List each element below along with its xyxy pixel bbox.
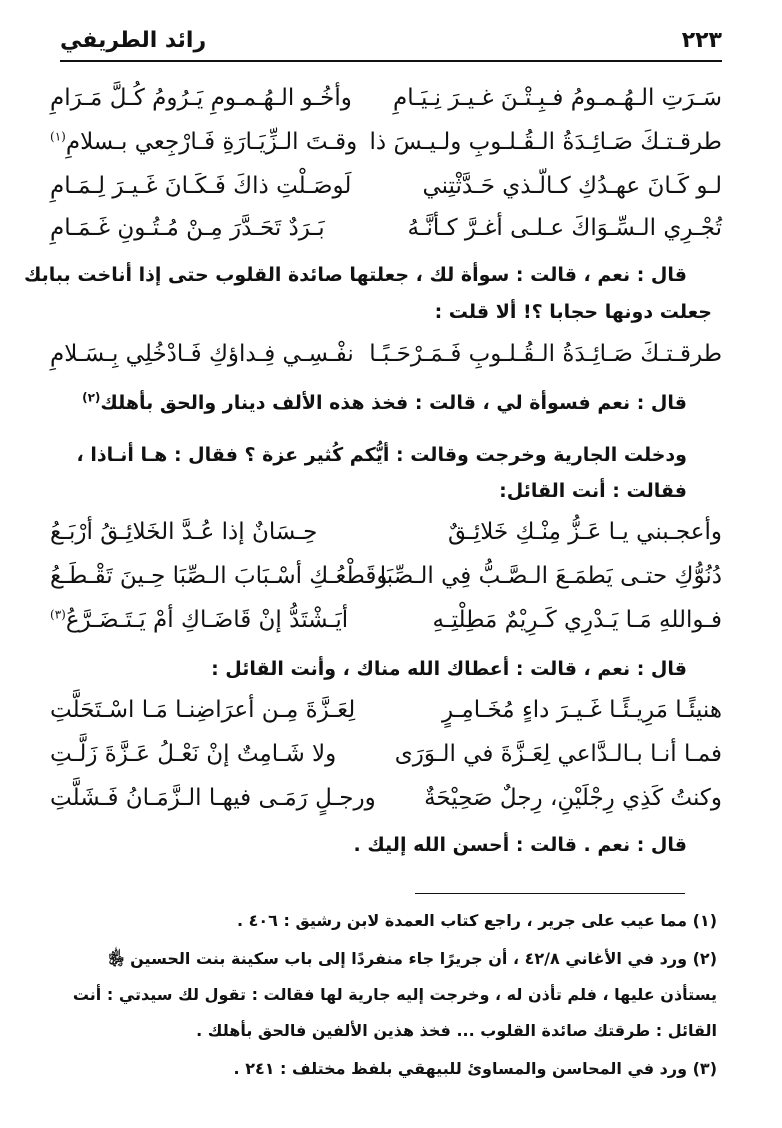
header-rule — [60, 60, 722, 62]
verse-hemistich-second: ولا شَـامِتٌ إنْ نَعْـلُ عَـزَّةَ زَلَّـتِ — [50, 741, 337, 767]
verse-hemistich-second — [50, 122, 357, 162]
running-head — [60, 28, 722, 56]
verse-line — [50, 208, 722, 248]
verse-hemistich-first: تُجْـرِي الـسِّـوَاكَ عـلـى أغـرَّ كـأنَّـهُ — [407, 215, 722, 241]
verse-hemistich-first: لـو كَـانَ عهـدُكِ كـالّـذي حَـدَّثْتِني — [422, 173, 722, 199]
verse-hemistich-first: هنيئًـا مَرِيـئًـا غَـيـرَ داءٍ مُخَـامِـرٍ — [441, 697, 722, 723]
footnote-ref: (١) — [50, 129, 66, 144]
footnote: يستأذن عليها ، فلم تأذن له ، وخرجت إليه جارية لها فقالت : تقول لك سيدتي : أنت — [72, 985, 717, 1004]
verse-hemistich-second — [50, 600, 348, 640]
prose-line: ودخلت الجارية وخرجت وقالت : أيُّكم كُثير عزة ؟ فقال : هـا أنـاذا ، — [76, 444, 687, 466]
verse-hemistich-first: دُنُوُّكِ حتـى يَطمَـعَ الـصَّـبُّ فِي الـصِّبَا — [379, 563, 722, 589]
verse-hemistich-second: وأخُـو الـهُـمـومِ يَـرُومُ كُـلَّ مَـرَامِ — [50, 85, 352, 111]
verse-hemistich-second: وقَطْعُـكِ أسْـبَابَ الـصِّبَا حِـينَ تَقْـطَـعُ — [50, 563, 388, 589]
verse-line — [50, 512, 722, 552]
verse-hemistich-first: وكنتُ كَذِي رِجْلَيْنِ، رِجلٌ صَحِيْحَةٌ — [424, 785, 722, 811]
verse-line — [50, 122, 722, 162]
verse-hemistich-second: لَوصَـلْتِ ذاكَ فَـكَـانَ غَـيـرَ لِـمَـامِ — [50, 173, 352, 199]
verse-hemistich-first: فـواللهِ مَـا يَـدْرِي كَـرِيْمٌ مَطِلْتِـهِ — [432, 607, 722, 633]
verse-hemistich-second: ورجـلٍ رَمَـى فيهـا الـزَّمَـانُ فَـشَلَّتِ — [50, 785, 376, 811]
verse-line — [50, 78, 722, 118]
verse-text: أيَـشْتَدُّ إنْ قَاضَـاكِ أمْ يَـتَـضَـرَّعُ — [65, 607, 349, 633]
page-number: ٢٢٣ — [681, 28, 722, 53]
prose-line: جعلت دونها حجابا ؟! ألا قلت : — [434, 301, 712, 323]
verse-hemistich-second: حِـسَانٌ إذا عُـدَّ الخَلائِـقُ أرْبَـعُ — [50, 519, 318, 545]
prose-line: قال : نعم ، قالت : أعطاك الله مناك ، وأنت القائل : — [211, 658, 687, 680]
verse-line — [50, 778, 722, 818]
header-title: رائد الطريفي — [60, 28, 207, 53]
verse-line — [50, 600, 722, 640]
verse-line — [50, 166, 722, 206]
footnote-ref: (٢) — [82, 390, 101, 405]
verse-hemistich-first: طرقـتـكَ صَـائِـدَةُ الـقُـلـوبِ فَـمَـرْحَـبًـا — [369, 341, 722, 367]
prose-line: قال : نعم . قالت : أحسن الله إليك . — [353, 834, 687, 856]
verse-hemistich-first: سَـرَتِ الـهُـمـومُ فـبِـتْـنَ غـيـرَ نِـيَـامِ — [392, 85, 722, 111]
verse-hemistich-second: نفْـسِـي فِـداؤكِ فَـادْخُلِي بِـسَـلامِ — [50, 341, 354, 367]
footnote-separator — [415, 893, 685, 894]
verse-hemistich-second: بَـرَدٌ تَحَـدَّرَ مِـنْ مُـتُـونِ غَـمَـامِ — [50, 215, 325, 241]
verse-line — [50, 556, 722, 596]
verse-line — [50, 334, 722, 374]
verse-hemistich-first: فمـا أنـا بـالـدَّاعي لِعَـزَّةَ في الـوَرَى — [394, 741, 722, 767]
prose-line: فقالت : أنت القائل: — [499, 480, 687, 502]
footnote: (٢) ورد في الأغاني ٤٢/٨ ، أن جريرًا جاء منفردًا إلى باب سكينة بنت الحسين ﵂ — [108, 949, 717, 968]
footnote-ref: (٣) — [50, 607, 66, 622]
footnote: (١) مما عيب على جرير ، راجع كتاب العمدة لابن رشيق : ٤٠٦ . — [236, 911, 717, 930]
verse-hemistich-first: طرقـتـكَ صَـائِـدَةُ الـقُـلـوبِ ولـيـسَ ذا — [369, 129, 722, 155]
verse-text: وقـتَ الـزِّيَـارَةِ فَـارْجِعي بـسلامِ — [65, 129, 358, 155]
prose-line: قال : نعم ، قالت : سوأة لك ، جعلتها صائدة القلوب حتى إذا أناخت ببابك — [23, 264, 687, 286]
prose-text: قال : نعم فسوأة لي ، قالت : فخذ هذه الألف دينار والحق بأهلك — [100, 392, 687, 414]
verse-hemistich-second: لِعَـزَّةَ مِـن أعرَاضِنـا مَـا اسْـتَحَلَّتِ — [50, 697, 356, 723]
footnote: القائل : طرقتك صائدة القلوب ... فخذ هذين الألفين فالحق بأهلك . — [196, 1021, 717, 1040]
prose-line — [70, 384, 687, 422]
verse-line — [50, 734, 722, 774]
verse-line — [50, 690, 722, 730]
footnote: (٣) ورد في المحاسن والمساوئ للبيهقي بلفظ مختلف : ٢٤١ . — [233, 1059, 717, 1078]
verse-hemistich-first: وأعجـبني يـا عَـزُّ مِنْـكِ خَلائِـقٌ — [447, 519, 722, 545]
